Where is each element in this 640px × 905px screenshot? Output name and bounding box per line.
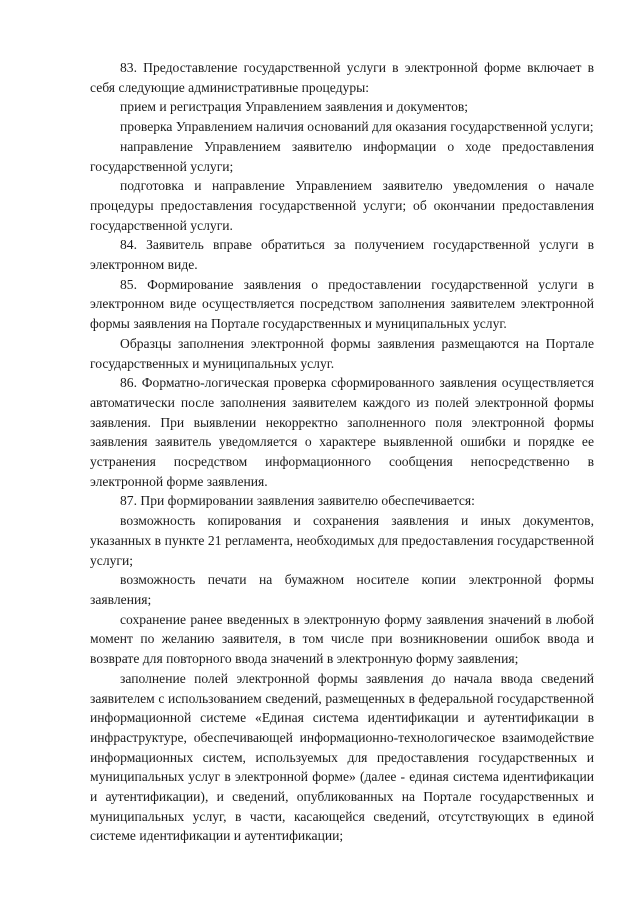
paragraph-samples: Образцы заполнения электронной формы заявления размещаются на Портале государственных и муниципальных услуг.	[90, 335, 594, 371]
paragraph-print: возможность печати на бумажном носителе копии электронной формы заявления;	[90, 572, 594, 607]
paragraph-progress-info: направление Управлением заявителю информации о ходе предоставления государственной услуги;	[90, 138, 594, 174]
paragraph-prefill: заполнение полей электронной формы заявления до начала ввода сведений заявителем с использованием сведений, размещенных в федеральной государственной информационной системе «Единая система идентификации и аутентификации в инфраструктуре, обеспечивающей информационно-технологическое взаимодействие информационных систем, используемых для предоставления государственных и муниципальных услуг в электронной форме» (далее - единая система идентификации и аутентификации), и сведений, опубликованных на Портале государственных и муниципальных услуг, в части, касающейся сведений, отсутствующих в единой системе идентификации и аутентификации;	[90, 670, 594, 844]
paragraph-reception: прием и регистрация Управлением заявления и документов;	[120, 99, 469, 115]
paragraph-84: 84. Заявитель вправе обратиться за получением государственной услуги в электронном виде.	[90, 237, 594, 273]
paragraph-save-values: сохранение ранее введенных в электронную форму заявления значений в любой момент по желанию заявителя, в том числе при возникновении ошибок ввода и возврате для повторного ввода значений в электронную форму заявления;	[90, 611, 594, 667]
paragraph-verification: проверка Управлением наличия оснований для оказания государственной услуги;	[120, 119, 594, 135]
document-page	[90, 58, 594, 846]
paragraph-notification: подготовка и направление Управлением заявителю уведомления о начале процедуры предоставления государственной услуги; об окончании предоставления государственной услуги.	[90, 178, 594, 233]
paragraph-85: 85. Формирование заявления о предоставлении государственной услуги в электронном виде осуществляется посредством заполнения заявителем электронной формы заявления на Портале государственных и муниципальных услуг.	[90, 276, 594, 332]
paragraph-86: 86. Форматно-логическая проверка сформированного заявления осуществляется автоматически после заполнения заявителем каждого из полей электронной формы заявления. При выявлении некорректно заполненного поля электронной формы заявления заявитель уведомляется о характере выявленной ошибки и порядке ее устранения посредством информационного сообщения непосредственно в электронной форме заявления.	[90, 375, 594, 489]
paragraph-copy-save: возможность копирования и сохранения заявления и иных документов, указанных в пункте 21 регламента, необходимых для предоставления государственной услуги;	[90, 513, 594, 568]
paragraph-87: 87. При формировании заявления заявителю обеспечивается:	[120, 493, 475, 509]
paragraph-83: 83. Предоставление государственной услуги в электронной форме включает в себя следующие административные процедуры:	[90, 60, 594, 95]
